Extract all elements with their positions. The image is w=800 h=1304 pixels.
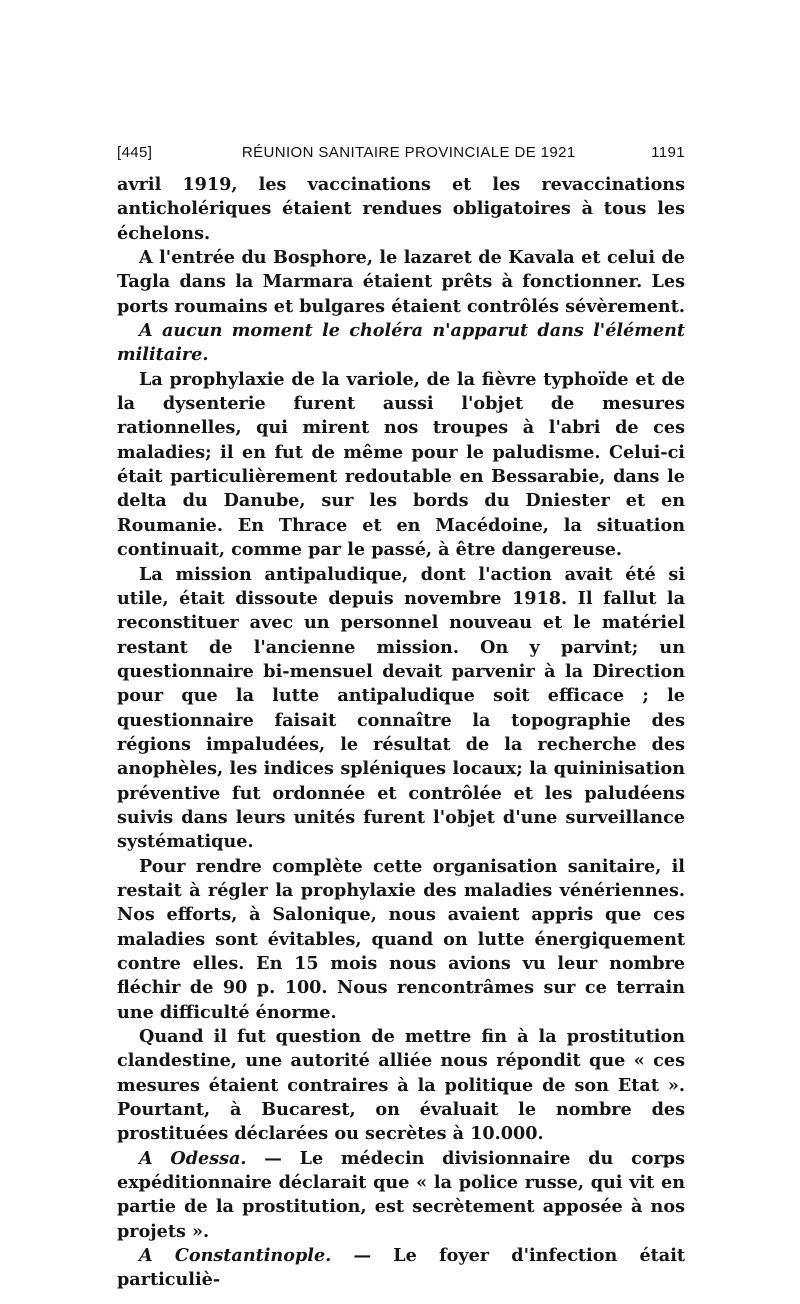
header-bracket-number: [445] bbox=[117, 144, 153, 161]
paragraph-9-text: — Le foyer d'infection était particuliè- bbox=[117, 1245, 686, 1291]
paragraph-3: A aucun moment le choléra n'apparut dans l'élément militaire. bbox=[117, 320, 685, 366]
running-head bbox=[117, 144, 685, 161]
paragraph-6: Pour rendre complète cette organisation sanitaire, il restait à régler la prophylaxie des maladies vénériennes. Nos efforts, à Salonique, nous avaient appris que ces maladies sont évitables, quand on lutte énergiquement contre elles. En 15 mois nous avions vu leur nombre fléchir de 90 p. 100. Nous rencontrâmes sur ce terrain une difficulté énorme. bbox=[117, 855, 685, 1023]
paragraph-2: A l'entrée du Bosphore, le lazaret de Kavala et celui de Tagla dans la Marmara étaient prêts à fonctionner. Les ports roumains et bulgares étaient contrôlés sévèrement. bbox=[117, 247, 685, 317]
paragraph-8-lead: A Odessa. bbox=[139, 1147, 247, 1169]
paragraph-8 bbox=[117, 1147, 685, 1244]
paragraph-4: La prophylaxie de la variole, de la fièvre typhoïde et de la dysenterie furent aussi l'objet de mesures rationnelles, qui mirent nos troupes à l'abri de ces maladies; il en fut de même pour le paludisme. Celui-ci était particulièrement redoutable en Bessarabie, dans le delta du Danube, sur les bords du Dniester et en Roumanie. En Thrace et en Macédoine, la situation continuait, comme par le passé, à être dangereuse. bbox=[117, 368, 685, 561]
paragraph-5: La mission antipaludique, dont l'action avait été si utile, était dissoute depuis novembre 1918. Il fallut la reconstituer avec un personnel nouveau et le matériel restant de l'ancienne mission. On y parvint; un questionnaire bi-mensuel devait parvenir à la Direction pour que la lutte antipaludique soit efficace ; le questionnaire faisait connaître la topographie des régions impaludées, le résultat de la recherche des anophèles, les indices spléniques locaux; la quininisation préventive fut ordonnée et contrôlée et les paludéens suivis dans leurs unités furent l'objet d'une surveillance systématique. bbox=[117, 563, 685, 853]
body-text bbox=[117, 173, 685, 1293]
header-title: RÉUNION SANITAIRE PROVINCIALE DE 1921 bbox=[241, 144, 576, 161]
paragraph-9 bbox=[117, 1244, 685, 1293]
paragraph-8-text: — Le médecin divisionnaire du corps expéditionnaire déclarait que « la police russe, qui vit en partie de la prostitution, est secrètement apposée à nos projets ». bbox=[117, 1147, 685, 1242]
paragraph-9-lead: A Constantinople. bbox=[139, 1245, 332, 1267]
paragraph-7: Quand il fut question de mettre fin à la prostitution clandestine, une autorité alliée nous répondit que « ces mesures étaient contraires à la politique de son Etat ». Pourtant, à Bucarest, on évaluait le nombre des prostituées déclarées ou secrètes à 10.000. bbox=[117, 1026, 685, 1145]
book-page bbox=[117, 144, 685, 1293]
page-number: 1191 bbox=[651, 144, 685, 161]
paragraph-1: avril 1919, les vaccinations et les revaccinations anticholériques étaient rendues obligatoires à tous les échelons. bbox=[117, 174, 685, 244]
